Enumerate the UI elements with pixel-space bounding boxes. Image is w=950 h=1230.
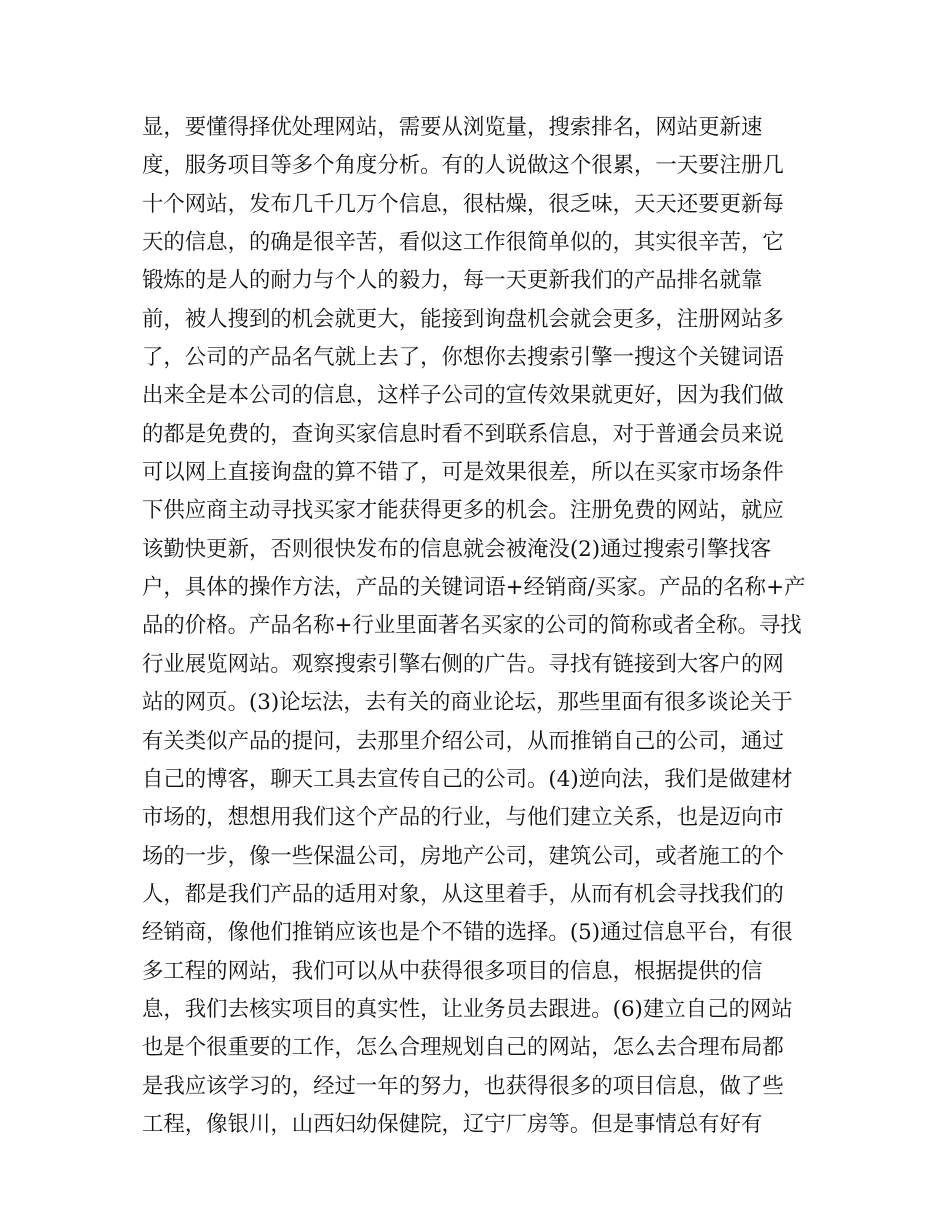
text-line: 户，具体的操作方法，产品的关键词语+经销商/买家。产品的名称+产 [142, 575, 806, 601]
text-line: 度，服务项目等多个角度分析。有的人说做这个很累，一天要注册几 [142, 153, 784, 179]
text-line: 息，我们去核实项目的真实性，让业务员去跟进。(6)建立自己的网站 [142, 996, 793, 1022]
text-line: 场的一步，像一些保温公司，房地产公司，建筑公司，或者施工的个 [142, 843, 784, 869]
text-line: 天的信息，的确是很辛苦，看似这工作很简单似的，其实很辛苦，它 [142, 230, 784, 256]
text-line: 是我应该学习的，经过一年的努力，也获得很多的项目信息，做了些 [142, 1073, 784, 1099]
text-line: 自己的博客，聊天工具去宣传自己的公司。(4)逆向法，我们是做建材 [142, 766, 793, 792]
text-line: 该勤快更新，否则很快发布的信息就会被淹没(2)通过搜索引擎找客 [142, 536, 772, 562]
text-line: 站的网页。(3)论坛法，去有关的商业论坛，那些里面有很多谈论关于 [142, 690, 793, 716]
text-line: 了，公司的产品名气就上去了，你想你去搜索引擎一搜这个关键词语 [142, 345, 784, 371]
text-line: 前，被人搜到的机会就更大，能接到询盘机会就会更多，注册网站多 [142, 306, 784, 332]
text-line: 显，要懂得择优处理网站，需要从浏览量，搜索排名，网站更新速 [142, 115, 763, 140]
text-line: 也是个很重要的工作，怎么合理规划自己的网站，怎么去合理布局都 [142, 1035, 784, 1061]
text-line: 多工程的网站，我们可以从中获得很多项目的信息，根据提供的信 [142, 958, 763, 984]
text-line: 品的价格。产品名称+行业里面著名买家的公司的简称或者全称。寻找 [142, 613, 802, 639]
text-line: 十个网站，发布几千几万个信息，很枯燥，很乏味，天天还要更新每 [142, 191, 784, 217]
text-line: 行业展览网站。观察搜索引擎右侧的广告。寻找有链接到大客户的网 [142, 651, 784, 677]
text-line: 有关类似产品的提问，去那里介绍公司，从而推销自己的公司，通过 [142, 728, 784, 754]
text-line: 锻炼的是人的耐力与个人的毅力，每一天更新我们的产品排名就靠 [142, 268, 763, 294]
text-line: 工程，像银川，山西妇幼保健院，辽宁厂房等。但是事情总有好有 [142, 1111, 763, 1137]
text-line: 可以网上直接询盘的算不错了，可是效果很差，所以在买家市场条件 [142, 460, 784, 486]
text-line: 市场的，想想用我们这个产品的行业，与他们建立关系，也是迈向市 [142, 805, 784, 831]
text-line: 下供应商主动寻找买家才能获得更多的机会。注册免费的网站，就应 [142, 498, 784, 524]
body-text [142, 109, 822, 1144]
text-line: 人，都是我们产品的适用对象，从这里着手，从而有机会寻找我们的 [142, 881, 784, 907]
text-line: 出来全是本公司的信息，这样子公司的宣传效果就更好，因为我们做 [142, 383, 784, 409]
text-line: 经销商，像他们推销应该也是个不错的选择。(5)通过信息平台，有很 [142, 920, 793, 946]
text-line: 的都是免费的，查询买家信息时看不到联系信息，对于普通会员来说 [142, 421, 784, 447]
